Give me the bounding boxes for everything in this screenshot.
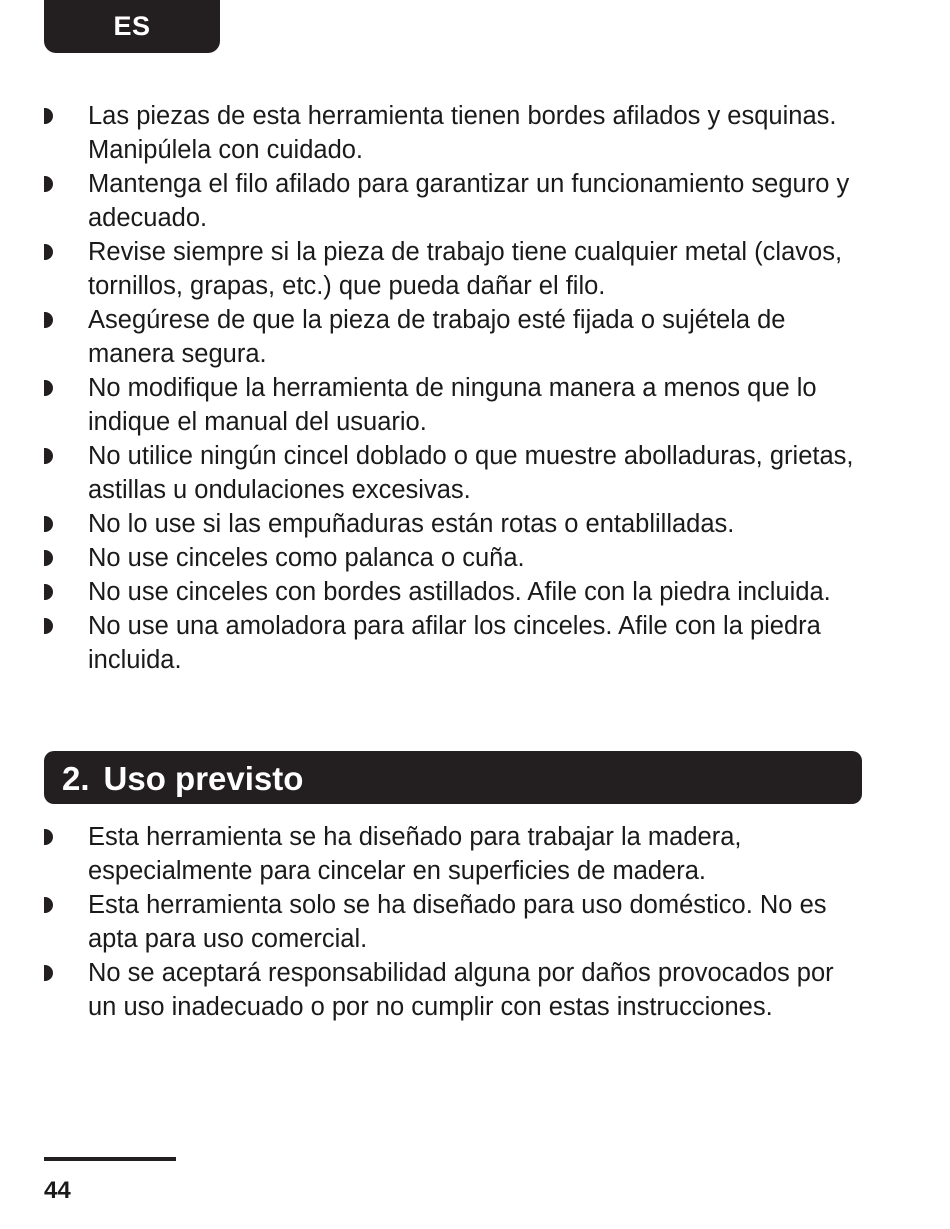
bullet-icon: [44, 829, 53, 845]
safety-instructions-list: [44, 99, 862, 677]
list-item-text: Revise siempre si la pieza de trabajo tiene cualquier metal (clavos, tornillos, grapas, etc.) que pueda dañar el filo.: [88, 238, 843, 300]
list-item: [44, 507, 862, 541]
list-item: [44, 956, 862, 1024]
bullet-icon: [44, 448, 53, 464]
list-item-text: No modifique la herramienta de ninguna manera a menos que lo indique el manual del usuario.: [88, 374, 817, 436]
bullet-icon: [44, 312, 53, 328]
intended-use-list: [44, 820, 862, 1024]
bullet-icon: [44, 176, 53, 192]
list-item: [44, 99, 862, 167]
section-number: 2.: [62, 760, 90, 797]
list-item-text: Asegúrese de que la pieza de trabajo esté fijada o sujétela de manera segura.: [88, 306, 786, 368]
page-number: 44: [44, 1177, 71, 1204]
list-item: [44, 439, 862, 507]
list-item-text: Mantenga el filo afilado para garantizar un funcionamiento seguro y adecuado.: [88, 170, 850, 232]
list-item-text: No utilice ningún cincel doblado o que muestre abolladuras, grietas, astillas u ondulaciones excesivas.: [88, 442, 854, 504]
section-title: Uso previsto: [103, 760, 304, 797]
bullet-icon: [44, 108, 53, 124]
list-item: [44, 235, 862, 303]
list-item-text: No use cinceles como palanca o cuña.: [88, 544, 525, 572]
language-tab: ES: [44, 0, 220, 53]
list-item: [44, 609, 862, 677]
section-heading: [44, 751, 862, 804]
bullet-icon: [44, 380, 53, 396]
list-item-text: No lo use si las empuñaduras están rotas o entablilladas.: [88, 510, 735, 538]
bullet-icon: [44, 584, 53, 600]
bullet-icon: [44, 516, 53, 532]
list-item: [44, 167, 862, 235]
bullet-icon: [44, 244, 53, 260]
bullet-icon: [44, 965, 53, 981]
list-item: [44, 888, 862, 956]
bullet-icon: [44, 897, 53, 913]
list-item-text: Esta herramienta solo se ha diseñado para uso doméstico. No es apta para uso comercial.: [88, 891, 827, 953]
bullet-icon: [44, 550, 53, 566]
list-item-text: No use una amoladora para afilar los cinceles. Afile con la piedra incluida.: [88, 612, 821, 674]
list-item-text: No use cinceles con bordes astillados. Afile con la piedra incluida.: [88, 578, 831, 606]
bullet-icon: [44, 618, 53, 634]
list-item: [44, 575, 862, 609]
list-item-text: No se aceptará responsabilidad alguna por daños provocados por un uso inadecuado o por no cumplir con estas instrucciones.: [88, 959, 834, 1021]
list-item-text: Esta herramienta se ha diseñado para trabajar la madera, especialmente para cincelar en superficies de madera.: [88, 823, 742, 885]
list-item: [44, 371, 862, 439]
list-item: [44, 541, 862, 575]
list-item: [44, 303, 862, 371]
list-item-text: Las piezas de esta herramienta tienen bordes afilados y esquinas. Manipúlela con cuidado.: [88, 102, 837, 164]
list-item: [44, 820, 862, 888]
footer-divider: [44, 1157, 176, 1161]
